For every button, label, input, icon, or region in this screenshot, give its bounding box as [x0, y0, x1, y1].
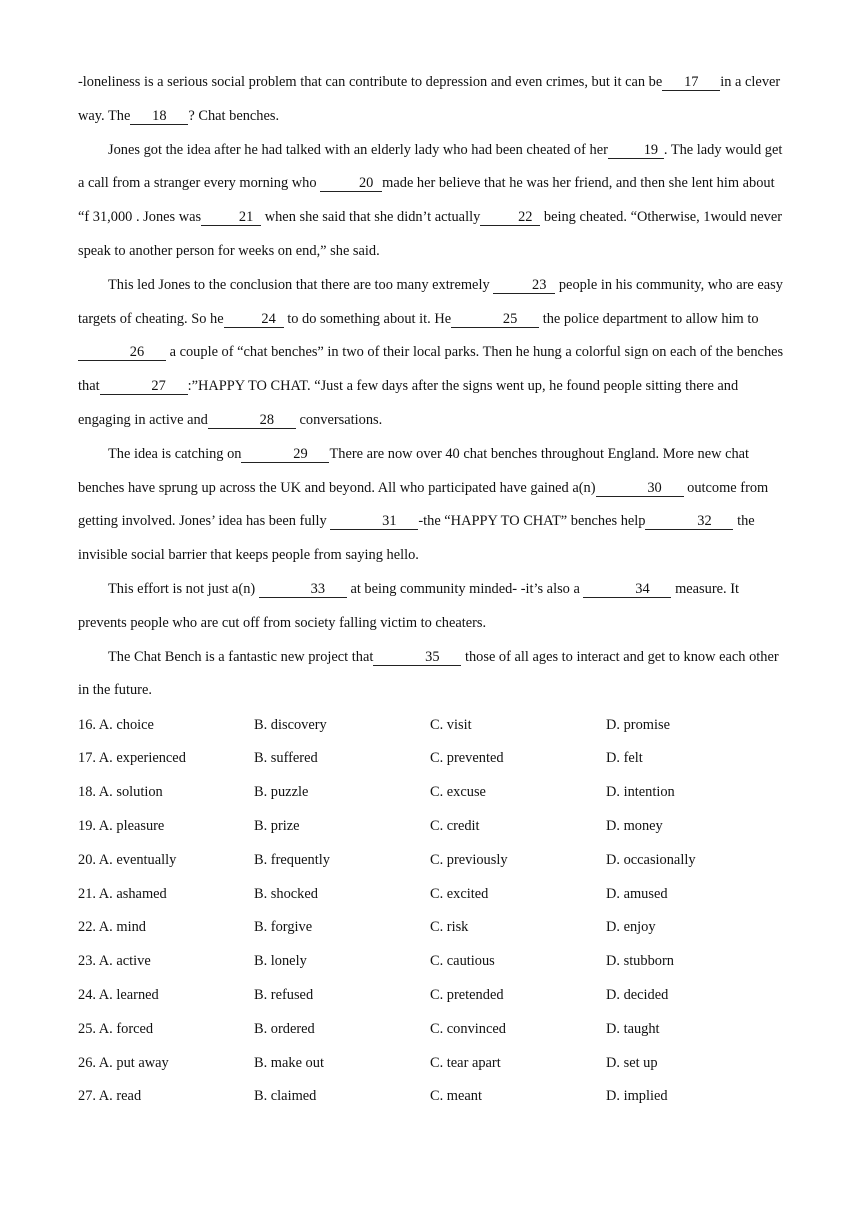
text: The Chat Bench is a fantastic new project that: [108, 648, 374, 665]
blank-21: 21: [201, 209, 261, 226]
option-d: D. promise: [606, 716, 670, 733]
option-row-19: [78, 810, 784, 844]
option-row-26: [78, 1046, 784, 1080]
text: when she said that she didn’t actually: [264, 209, 481, 226]
text: being cheated. “Otherwise, 1would never speak to another person for weeks on end,” she said.: [78, 209, 783, 259]
option-b: B. shocked: [254, 885, 318, 902]
option-a: 19. A. pleasure: [78, 817, 165, 834]
text: to do something about it. He: [287, 310, 452, 327]
option-a: 18. A. solution: [78, 784, 163, 801]
text: There are now over 40 chat benches throughout England. More new chat benches have sprung up across the UK and beyond. All who participated have gained a(n): [78, 445, 750, 496]
option-d: D. money: [606, 817, 663, 834]
option-c: C. visit: [430, 716, 472, 733]
option-a: 17. A. experienced: [78, 750, 186, 767]
option-c: C. excited: [430, 885, 489, 902]
blank-34: 34: [583, 581, 671, 598]
option-b: B. lonely: [254, 953, 307, 970]
blank-29: 29: [241, 446, 329, 463]
option-b: B. puzzle: [254, 784, 309, 801]
blank-31: 31: [330, 513, 418, 530]
option-a: 16. A. choice: [78, 716, 154, 733]
blank-25: 25: [451, 311, 539, 328]
option-d: D. taught: [606, 1020, 660, 1037]
option-d: D. occasionally: [606, 851, 696, 868]
text: outcome from getting involved. Jones’ idea has been fully: [78, 479, 769, 530]
option-c: C. previously: [430, 851, 508, 868]
option-row-18: [78, 776, 784, 810]
option-c: C. tear apart: [430, 1054, 501, 1071]
option-d: D. stubborn: [606, 953, 674, 970]
option-a: 24. A. learned: [78, 986, 159, 1003]
option-row-27: [78, 1080, 784, 1114]
option-d: D. decided: [606, 986, 669, 1003]
option-row-20: [78, 843, 784, 877]
text: The idea is catching on: [108, 445, 242, 462]
option-b: B. discovery: [254, 716, 327, 733]
option-a: 22. A. mind: [78, 919, 146, 936]
option-row-17: [78, 742, 784, 776]
paragraph-3: [78, 269, 784, 438]
option-a: 27. A. read: [78, 1088, 142, 1105]
blank-26: 26: [78, 344, 166, 361]
text: :”HAPPY TO CHAT. “Just a few days after the signs went up, he found people sitting there and engaging in active and: [78, 378, 739, 428]
option-b: B. prize: [254, 817, 300, 834]
text: This led Jones to the conclusion that there are too many extremely: [108, 276, 490, 293]
blank-24: 24: [224, 311, 284, 328]
option-row-16: [78, 708, 784, 742]
text: ? Chat benches.: [188, 107, 280, 124]
text: made her believe that he was her friend, and then she lent him about “f 31,000 . Jones was: [78, 175, 775, 226]
option-a: 20. A. eventually: [78, 851, 177, 868]
option-row-23: [78, 945, 784, 979]
text: those of all ages to interact and get to know each other in the future.: [78, 648, 779, 699]
text: a couple of “chat benches” in two of their local parks. Then he hung a colorful sign on each of the benches that: [78, 344, 784, 395]
option-b: B. suffered: [254, 750, 318, 767]
option-row-21: [78, 877, 784, 911]
option-b: B. claimed: [254, 1088, 317, 1105]
text: people in his community, who are easy targets of cheating. So he: [78, 276, 783, 327]
text: -the “HAPPY TO CHAT” benches help: [418, 513, 646, 530]
option-b: B. ordered: [254, 1020, 315, 1037]
blank-18: 18: [130, 108, 188, 125]
option-c: C. cautious: [430, 953, 495, 970]
option-a: 21. A. ashamed: [78, 885, 167, 902]
text: the invisible social barrier that keeps people from saying hello.: [78, 513, 755, 564]
paragraph-1: [78, 66, 784, 134]
text: This effort is not just a(n): [108, 580, 256, 597]
paragraph-2: [78, 134, 784, 269]
option-c: C. meant: [430, 1088, 482, 1105]
paragraph-4: [78, 438, 784, 573]
paragraph-6: [78, 641, 784, 709]
option-d: D. implied: [606, 1088, 668, 1105]
option-row-24: [78, 979, 784, 1013]
text: Jones got the idea after he had talked with an elderly lady who had been cheated of her: [108, 141, 608, 158]
option-c: C. risk: [430, 919, 469, 936]
blank-33: 33: [259, 581, 347, 598]
option-d: D. amused: [606, 885, 668, 902]
option-b: B. make out: [254, 1054, 324, 1071]
option-c: C. excuse: [430, 784, 486, 801]
document-page: [78, 66, 784, 1114]
text: the police department to allow him to: [542, 310, 759, 327]
text: at being community minded- -it’s also a: [350, 580, 580, 597]
option-c: C. credit: [430, 817, 480, 834]
blank-32: 32: [645, 513, 733, 530]
blank-30: 30: [596, 480, 684, 497]
option-a: 23. A. active: [78, 953, 151, 970]
blank-17: 17: [662, 74, 720, 91]
option-b: B. refused: [254, 986, 314, 1003]
option-d: D. intention: [606, 784, 675, 801]
option-c: C. convinced: [430, 1020, 506, 1037]
text: -loneliness is a serious social problem that can contribute to depression and even crimes, but it can be: [78, 74, 663, 90]
option-b: B. frequently: [254, 851, 330, 868]
blank-19: 19: [608, 142, 664, 159]
blank-23: 23: [493, 277, 555, 294]
blank-22: 22: [480, 209, 540, 226]
blank-35: 35: [373, 649, 461, 666]
blank-20: 20: [320, 175, 382, 192]
option-c: C. prevented: [430, 750, 504, 767]
option-a: 26. A. put away: [78, 1054, 169, 1071]
option-d: D. set up: [606, 1054, 658, 1071]
option-b: B. forgive: [254, 919, 313, 936]
option-d: D. felt: [606, 750, 643, 767]
text: . The lady would get a call from a stranger every morning who: [78, 141, 783, 192]
text: measure. It prevents people who are cut off from society falling victim to cheaters.: [78, 580, 740, 631]
blank-28: 28: [208, 412, 296, 429]
option-c: C. pretended: [430, 986, 504, 1003]
option-row-22: [78, 911, 784, 945]
paragraph-5: [78, 573, 784, 641]
option-a: 25. A. forced: [78, 1020, 154, 1037]
text: in a clever way. The: [78, 74, 781, 124]
option-d: D. enjoy: [606, 919, 656, 936]
options-list: [78, 708, 784, 1114]
text: conversations.: [299, 411, 383, 428]
blank-27: 27: [100, 378, 188, 395]
option-row-25: [78, 1012, 784, 1046]
